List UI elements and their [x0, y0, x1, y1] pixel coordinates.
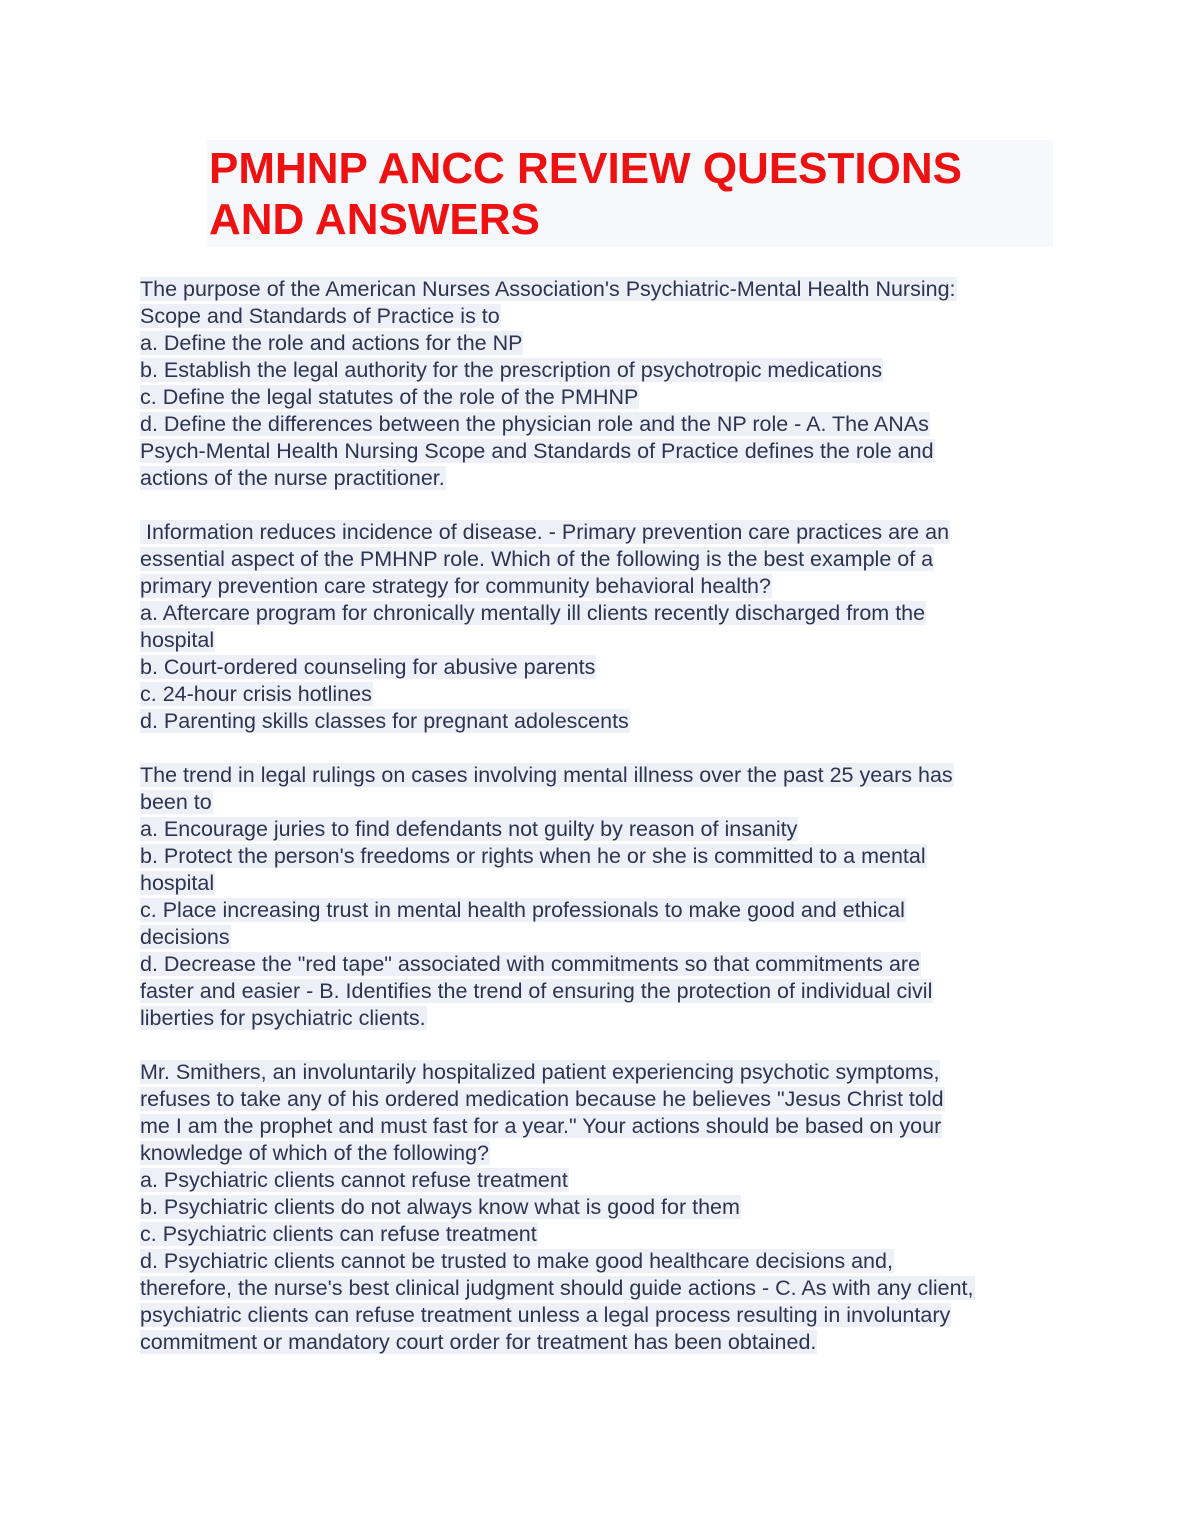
text-line — [140, 1113, 1060, 1140]
text-line-content: b. Psychiatric clients do not always know what is good for them — [140, 1195, 740, 1219]
text-line — [140, 303, 1060, 330]
text-line — [140, 1275, 1060, 1302]
text-line — [140, 1086, 1060, 1113]
text-line — [140, 519, 1060, 546]
text-line — [140, 330, 1060, 357]
text-line-content: a. Encourage juries to find defendants not guilty by reason of insanity — [140, 817, 798, 841]
text-line-content: c. 24-hour crisis hotlines — [140, 682, 372, 706]
text-line-content: a. Psychiatric clients cannot refuse treatment — [140, 1168, 568, 1192]
text-line — [140, 546, 1060, 573]
text-line — [140, 762, 1060, 789]
text-line — [140, 276, 1060, 303]
text-line-content: psychiatric clients can refuse treatment unless a legal process resulting in involuntary — [140, 1303, 951, 1327]
text-line — [140, 1248, 1060, 1275]
text-line — [140, 1059, 1060, 1086]
text-line-content: Mr. Smithers, an involuntarily hospitalized patient experiencing psychotic symptoms, — [140, 1060, 940, 1084]
text-line — [140, 627, 1060, 654]
text-line-content: b. Establish the legal authority for the prescription of psychotropic medications — [140, 358, 883, 382]
question-block — [140, 276, 1060, 492]
text-line — [140, 1140, 1060, 1167]
text-line-content: a. Define the role and actions for the NP — [140, 331, 523, 355]
text-line — [140, 843, 1060, 870]
question-block — [140, 762, 1060, 1032]
text-line — [140, 654, 1060, 681]
paragraph-gap — [140, 1032, 1060, 1059]
paragraph-gap — [140, 735, 1060, 762]
text-line-content: knowledge of which of the following? — [140, 1141, 489, 1165]
text-line-content: b. Court-ordered counseling for abusive parents — [140, 655, 596, 679]
text-line-content: d. Define the differences between the physician role and the NP role - A. The ANAs — [140, 412, 929, 436]
text-line — [140, 708, 1060, 735]
text-line — [140, 924, 1060, 951]
text-line — [140, 897, 1060, 924]
text-line — [140, 1194, 1060, 1221]
text-line-content: therefore, the nurse's best clinical judgment should guide actions - C. As with any client, — [140, 1276, 974, 1300]
text-line-content: primary prevention care strategy for community behavioral health? — [140, 574, 771, 598]
text-line-content: me I am the prophet and must fast for a year." Your actions should be based on your — [140, 1114, 942, 1138]
text-line — [140, 816, 1060, 843]
text-line — [140, 411, 1060, 438]
text-line-content: d. Psychiatric clients cannot be trusted to make good healthcare decisions and, — [140, 1249, 893, 1273]
text-line-content: commitment or mandatory court order for treatment has been obtained. — [140, 1330, 817, 1354]
text-line — [140, 681, 1060, 708]
text-line — [140, 870, 1060, 897]
text-line — [140, 1329, 1060, 1356]
text-line — [140, 357, 1060, 384]
title-line-1: PMHNP ANCC REVIEW QUESTIONS — [209, 144, 962, 193]
text-line-content: decisions — [140, 925, 230, 949]
paragraph-gap — [140, 492, 1060, 519]
text-line-content: hospital — [140, 628, 215, 652]
text-line-content: c. Define the legal statutes of the role of the PMHNP — [140, 385, 639, 409]
text-line-content: liberties for psychiatric clients. — [140, 1006, 426, 1030]
text-line — [140, 384, 1060, 411]
text-line-content: c. Psychiatric clients can refuse treatment — [140, 1222, 537, 1246]
text-line-content: essential aspect of the PMHNP role. Which of the following is the best example of a — [140, 547, 934, 571]
document-title — [207, 140, 1053, 247]
title-line-2: AND ANSWERS — [209, 195, 540, 244]
text-line-content: c. Place increasing trust in mental health professionals to make good and ethical — [140, 898, 905, 922]
text-line — [140, 573, 1060, 600]
text-line-content: d. Parenting skills classes for pregnant adolescents — [140, 709, 629, 733]
text-line-content: d. Decrease the "red tape" associated with commitments so that commitments are — [140, 952, 921, 976]
text-line — [140, 789, 1060, 816]
text-line-content: The purpose of the American Nurses Association's Psychiatric-Mental Health Nursing: — [140, 277, 956, 301]
text-line-content: b. Protect the person's freedoms or rights when he or she is committed to a mental — [140, 844, 926, 868]
text-line — [140, 978, 1060, 1005]
text-line-content: Psych-Mental Health Nursing Scope and Standards of Practice defines the role and — [140, 439, 934, 463]
text-line — [140, 1167, 1060, 1194]
text-line — [140, 1005, 1060, 1032]
text-line — [140, 1221, 1060, 1248]
text-line — [140, 1302, 1060, 1329]
text-line — [140, 951, 1060, 978]
text-line — [140, 438, 1060, 465]
text-line-content: Information reduces incidence of disease. - Primary prevention care practices are an — [140, 520, 950, 544]
text-line-content: refuses to take any of his ordered medication because he believes "Jesus Christ told — [140, 1087, 944, 1111]
text-line — [140, 600, 1060, 627]
text-line — [140, 465, 1060, 492]
text-line-content: hospital — [140, 871, 215, 895]
questions-body — [140, 276, 1060, 1356]
text-line-content: a. Aftercare program for chronically mentally ill clients recently discharged from the — [140, 601, 926, 625]
question-block — [140, 519, 1060, 735]
text-line-content: faster and easier - B. Identifies the trend of ensuring the protection of individual civil — [140, 979, 933, 1003]
text-line-content: Scope and Standards of Practice is to — [140, 304, 500, 328]
text-line-content: The trend in legal rulings on cases involving mental illness over the past 25 years has — [140, 763, 953, 787]
text-line-content: been to — [140, 790, 212, 814]
text-line-content: actions of the nurse practitioner. — [140, 466, 445, 490]
question-block — [140, 1059, 1060, 1356]
